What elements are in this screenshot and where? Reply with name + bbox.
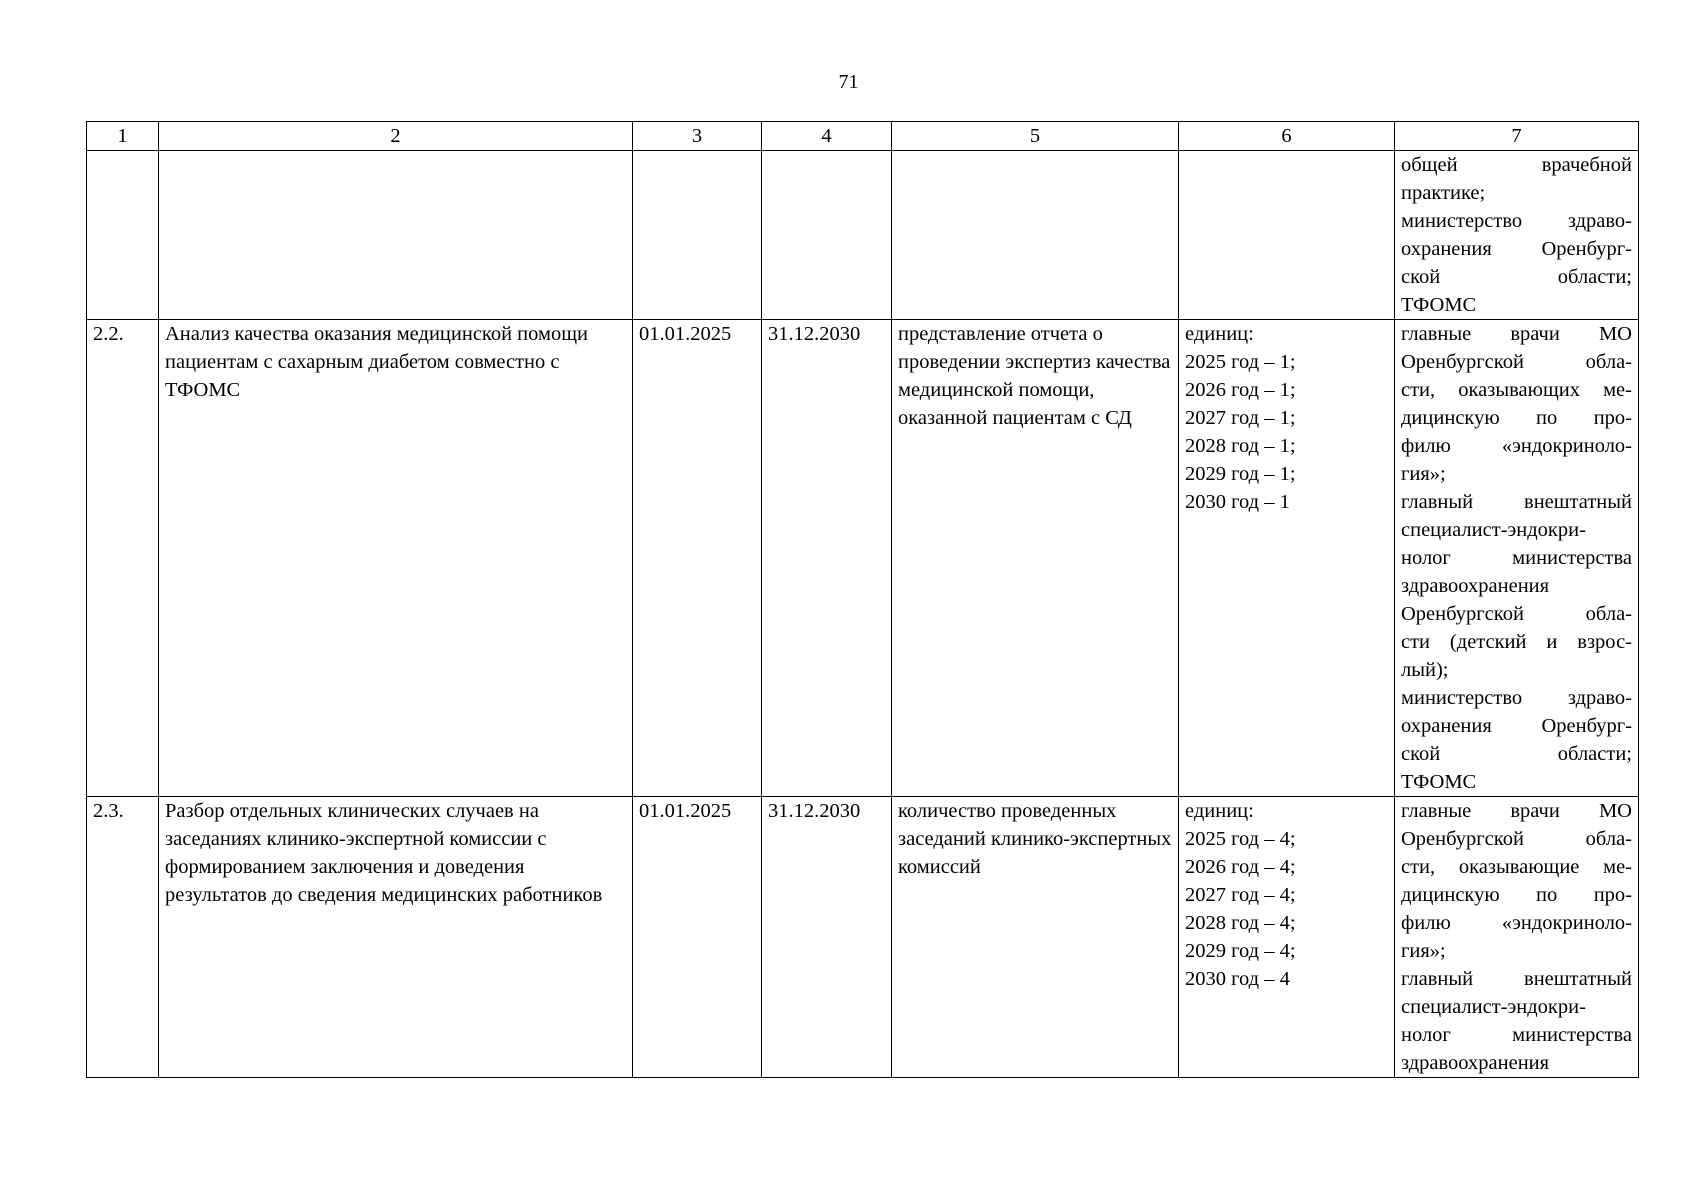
- responsible-line: здравоохранения: [1401, 575, 1550, 597]
- start-date: 01.01.2025: [633, 320, 762, 797]
- item-number: [87, 151, 159, 320]
- responsible-line: ской области;: [1401, 743, 1632, 765]
- responsible-line: охранения Оренбург-: [1401, 715, 1632, 737]
- column-header: 2: [159, 122, 633, 151]
- responsible-line: филю «эндокриноло-: [1401, 912, 1632, 934]
- responsible-line: гия»;: [1401, 940, 1446, 962]
- indicator-line: 2026 год – 4;: [1185, 856, 1296, 878]
- responsible-cell: [1395, 151, 1639, 320]
- table-row: [87, 797, 1639, 1078]
- responsible-cell: [1395, 797, 1639, 1078]
- item-number: 2.3.: [87, 797, 159, 1078]
- responsible-line: Оренбургской обла-: [1401, 828, 1632, 850]
- indicator-line: 2025 год – 1;: [1185, 351, 1296, 373]
- responsible-line: сти, оказывающие ме-: [1401, 856, 1632, 878]
- indicator-line: 2027 год – 1;: [1185, 407, 1296, 429]
- indicator-line: 2025 год – 4;: [1185, 828, 1296, 850]
- responsible-cell: [1395, 320, 1639, 797]
- column-header: 7: [1395, 122, 1639, 151]
- start-date: [633, 151, 762, 320]
- responsible-line: Оренбургской обла-: [1401, 603, 1632, 625]
- action-plan-table: [86, 121, 1639, 1078]
- table-row: [87, 151, 1639, 320]
- column-header: 4: [762, 122, 892, 151]
- responsible-line: ТФОМС: [1401, 771, 1477, 793]
- activity-name: [159, 151, 633, 320]
- start-date: 01.01.2025: [633, 797, 762, 1078]
- activity-name: Разбор отдельных клинических случаев на заседаниях клинико-экспертной комиссии с формированием заключения и доведения результатов до сведения медицинских работников: [159, 797, 633, 1078]
- responsible-line: лый);: [1401, 659, 1449, 681]
- expected-result: [892, 151, 1179, 320]
- end-date: 31.12.2030: [762, 797, 892, 1078]
- responsible-line: главные врачи МО: [1401, 800, 1632, 822]
- responsible-line: министерство здраво-: [1401, 210, 1632, 232]
- indicator-line: 2029 год – 1;: [1185, 463, 1296, 485]
- activity-name: Анализ качества оказания медицинской помощи пациентам с сахарным диабетом совместно с ТФОМС: [159, 320, 633, 797]
- responsible-line: ской области;: [1401, 266, 1632, 288]
- indicator-line: 2030 год – 1: [1185, 491, 1290, 513]
- responsible-line: нолог министерства: [1401, 547, 1632, 569]
- responsible-line: филю «эндокриноло-: [1401, 435, 1632, 457]
- responsible-line: ТФОМС: [1401, 294, 1477, 316]
- end-date: 31.12.2030: [762, 320, 892, 797]
- indicator-cell: [1179, 320, 1395, 797]
- indicator-line: 2027 год – 4;: [1185, 884, 1296, 906]
- indicator-cell: [1179, 797, 1395, 1078]
- responsible-line: практике;: [1401, 182, 1486, 204]
- indicator-line: единиц:: [1185, 800, 1254, 822]
- column-number-row: [87, 122, 1639, 151]
- responsible-line: главный внештатный: [1401, 491, 1632, 513]
- end-date: [762, 151, 892, 320]
- responsible-line: Оренбургской обла-: [1401, 351, 1632, 373]
- indicator-line: 2030 год – 4: [1185, 968, 1290, 990]
- column-header: 6: [1179, 122, 1395, 151]
- responsible-line: сти (детский и взрос-: [1401, 631, 1632, 653]
- responsible-line: общей врачебной: [1401, 154, 1632, 176]
- page-number: 71: [838, 71, 859, 93]
- responsible-line: охранения Оренбург-: [1401, 238, 1632, 260]
- expected-result: количество проведенных заседаний клинико-экспертных комиссий: [892, 797, 1179, 1078]
- responsible-line: специалист-эндокри-: [1401, 996, 1586, 1018]
- responsible-line: дицинскую по про-: [1401, 407, 1632, 429]
- responsible-line: министерство здраво-: [1401, 687, 1632, 709]
- responsible-line: главный внештатный: [1401, 968, 1632, 990]
- table-row: [87, 320, 1639, 797]
- column-header: 3: [633, 122, 762, 151]
- indicator-line: 2028 год – 4;: [1185, 912, 1296, 934]
- responsible-line: дицинскую по про-: [1401, 884, 1632, 906]
- column-header: 1: [87, 122, 159, 151]
- item-number: 2.2.: [87, 320, 159, 797]
- responsible-line: здравоохранения: [1401, 1052, 1550, 1074]
- responsible-line: главные врачи МО: [1401, 323, 1632, 345]
- indicator-cell: [1179, 151, 1395, 320]
- indicator-line: 2026 год – 1;: [1185, 379, 1296, 401]
- indicator-line: 2028 год – 1;: [1185, 435, 1296, 457]
- responsible-line: гия»;: [1401, 463, 1446, 485]
- expected-result: представление отчета о проведении экспертиз качества медицинской помощи, оказанной пациентам с СД: [892, 320, 1179, 797]
- responsible-line: сти, оказывающих ме-: [1401, 379, 1632, 401]
- indicator-line: 2029 год – 4;: [1185, 940, 1296, 962]
- column-header: 5: [892, 122, 1179, 151]
- responsible-line: специалист-эндокри-: [1401, 519, 1586, 541]
- responsible-line: нолог министерства: [1401, 1024, 1632, 1046]
- indicator-line: единиц:: [1185, 323, 1254, 345]
